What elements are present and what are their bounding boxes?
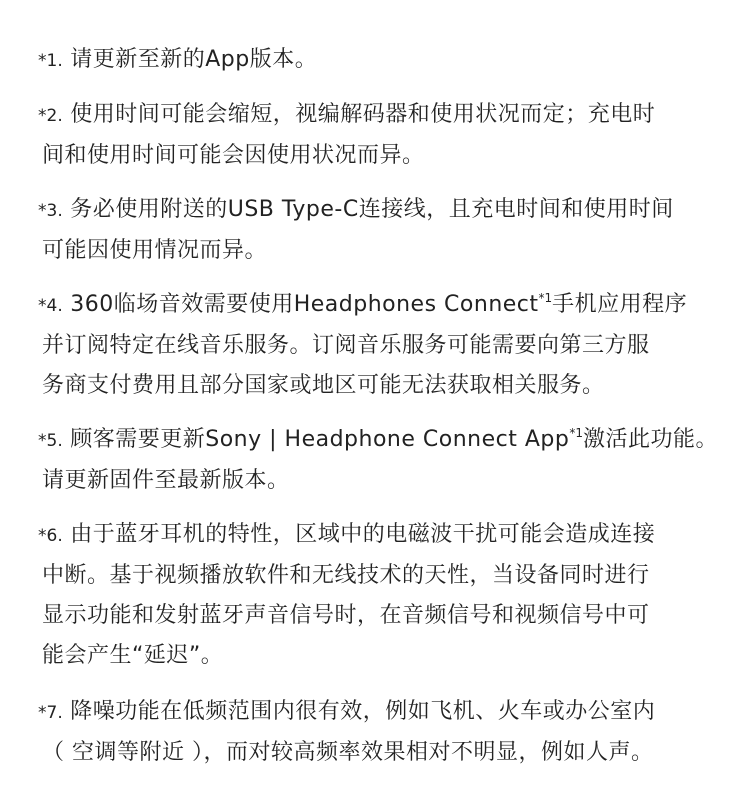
footnote-line: 请更新固件至最新版本。 <box>42 468 290 493</box>
footnote-text: 请更新至新的App版本。 <box>70 47 318 72</box>
footnote-marker: *6. <box>38 526 63 546</box>
footnote-text: 手机应用程序 <box>552 292 688 317</box>
footnote-line: 显示功能和发射蓝牙声音信号时，在音频信号和视频信号中可 <box>42 603 650 628</box>
footnote-line <box>38 95 708 136</box>
footnote-2 <box>38 95 708 176</box>
footnote-line <box>38 285 708 326</box>
footnote-text: 降噪功能在低频范围内很有效，例如飞机、火车或办公室内 <box>70 699 656 724</box>
footnote-3 <box>38 190 708 271</box>
footnote-text: 务必使用附送的USB Type-C连接线，且充电时间和使用时间 <box>70 197 674 222</box>
footnote-line: 能会产生“延迟”。 <box>42 643 224 668</box>
footnote-1 <box>38 40 708 81</box>
footnote-text: 激活此功能。 <box>582 427 718 452</box>
footnote-line: 可能因使用情况而异。 <box>42 238 268 263</box>
footnote-4 <box>38 285 708 406</box>
footnote-text: 360临场音效需要使用Headphones Connect <box>70 292 539 317</box>
footnote-line: 间和使用时间可能会因使用状况而异。 <box>42 143 425 168</box>
footnote-line: 中断。基于视频播放软件和无线技术的天性，当设备同时进行 <box>42 563 650 588</box>
footnote-marker: *4. <box>38 296 63 316</box>
footnote-6 <box>38 515 708 676</box>
footnote-reference: *1 <box>569 426 583 440</box>
footnote-line <box>38 420 718 461</box>
footnote-line <box>38 190 708 231</box>
footnote-marker: *3. <box>38 201 63 221</box>
footnote-7 <box>38 692 708 773</box>
footnote-line <box>38 515 708 556</box>
footnote-marker: *7. <box>38 703 63 723</box>
footnote-line <box>38 40 708 81</box>
footnote-line: 并订阅特定在线音乐服务。订阅音乐服务可能需要向第三方服 <box>42 333 650 358</box>
footnote-marker: *1. <box>38 51 63 71</box>
footnote-text: 由于蓝牙耳机的特性，区域中的电磁波干扰可能会造成连接 <box>70 522 656 547</box>
footnote-line <box>38 692 708 733</box>
footnote-marker: *5. <box>38 431 63 451</box>
footnote-text: 使用时间可能会缩短，视编解码器和使用状况而定；充电时 <box>70 102 656 127</box>
footnote-text: 顾客需要更新Sony | Headphone Connect App <box>70 427 570 452</box>
footnote-line: 务商支付费用且部分国家或地区可能无法获取相关服务。 <box>42 373 605 398</box>
footnote-marker: *2. <box>38 106 63 126</box>
footnote-line: （ 空调等附近 ），而对较高频率效果相对不明显，例如人声。 <box>42 740 654 765</box>
footnote-5 <box>38 420 718 501</box>
footnote-reference: *1 <box>538 291 553 305</box>
